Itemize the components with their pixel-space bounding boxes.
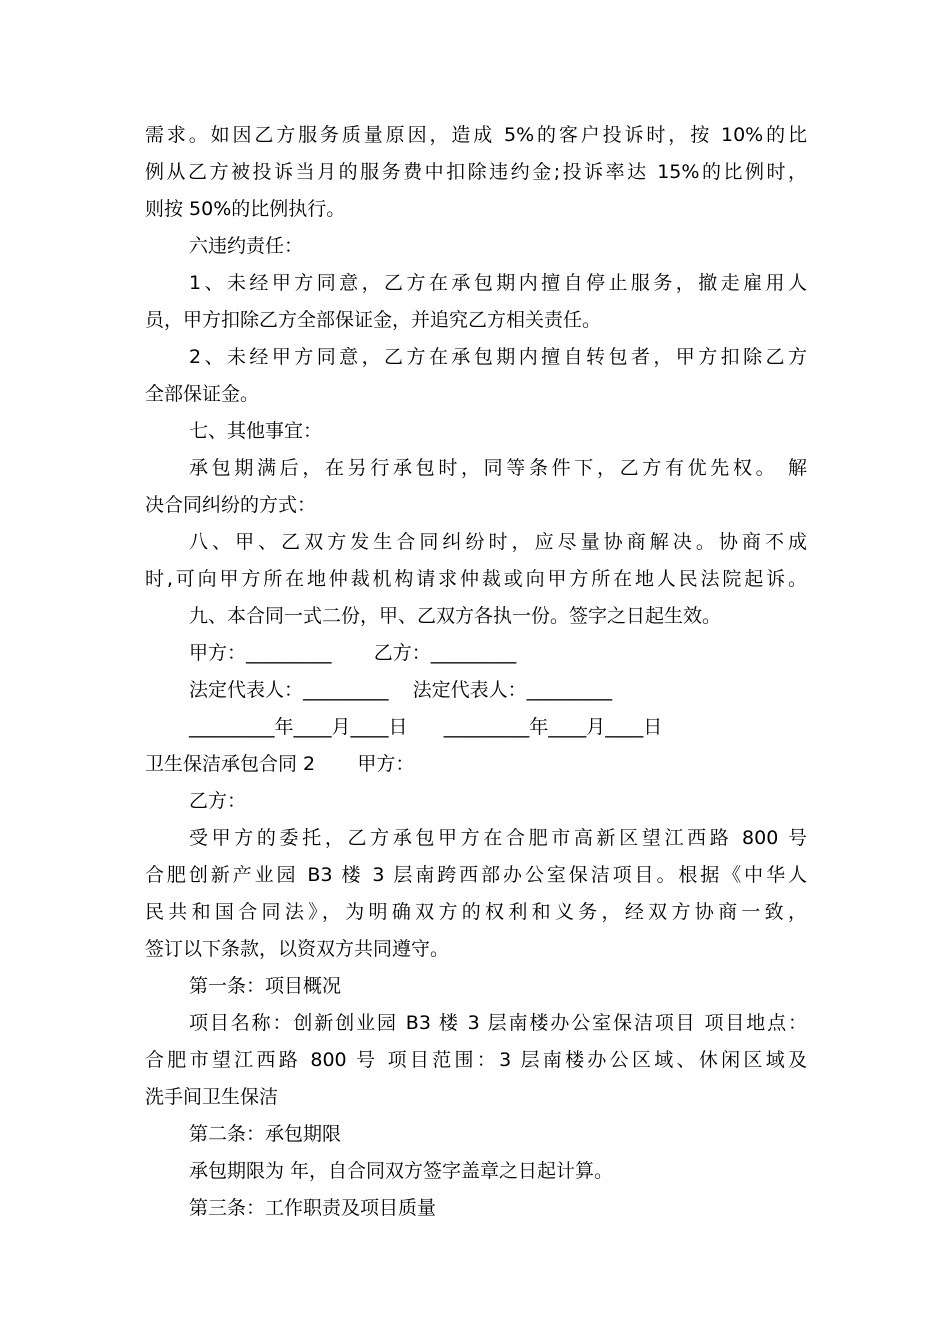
paragraph-line: 时,可向甲方所在地仲裁机构请求仲裁或向甲方所在地人民法院起诉。 (145, 568, 807, 590)
paragraph-line: 合肥市望江西路 800 号 项目范围：3 层南楼办公区域、休闲区域及 (145, 1049, 807, 1071)
paragraph-line: 承包期限为 年，自合同双方签字盖章之日起计算。 (189, 1160, 614, 1182)
article-heading: 第一条：项目概况 (189, 975, 342, 997)
paragraph-line: 民共和国合同法》，为明确双方的权利和义务，经双方协商一致， (145, 901, 807, 923)
paragraph-line: 全部保证金。 (145, 383, 260, 405)
paragraph-line: 1、未经甲方同意，乙方在承包期内擅自停止服务，撤走雇用人 (189, 272, 807, 294)
paragraph-line: 九、本合同一式二份，甲、乙双方各执一份。签字之日起生效。 (189, 605, 722, 627)
paragraph-line: 洗手间卫生保洁 (145, 1086, 279, 1108)
paragraph-line: 2、未经甲方同意，乙方在承包期内擅自转包者，甲方扣除乙方 (189, 346, 807, 368)
section-heading: 七、其他事宜： (189, 420, 323, 442)
article-heading: 第三条：工作职责及项目质量 (189, 1197, 437, 1219)
paragraph-line: 决合同纠纷的方式： (145, 494, 317, 516)
party-line: 乙方： (189, 790, 247, 812)
paragraph-line: 例从乙方被投诉当月的服务费中扣除违约金;投诉率达 15%的比例时， (145, 161, 807, 183)
paragraph-line: 合肥创新产业园 B3 楼 3 层南跨西部办公室保洁项目。根据《中华人 (145, 864, 807, 886)
signature-line: 法定代表人：_________ 法定代表人：_________ (189, 679, 613, 701)
paragraph-line: 承包期满后，在另行承包时，同等条件下，乙方有优先权。 解 (189, 457, 807, 479)
paragraph-line: 则按 50%的比例执行。 (145, 198, 346, 220)
signature-line: 甲方：_________ 乙方：_________ (189, 642, 517, 664)
section-heading: 六违约责任： (189, 235, 304, 257)
date-line: _________年____月____日 _________年____月____日 (189, 716, 663, 738)
paragraph-line: 需求。如因乙方服务质量原因，造成 5%的客户投诉时，按 10%的比 (145, 124, 807, 146)
contract-title-line: 卫生保洁承包合同 2 甲方： (145, 753, 415, 775)
paragraph-line: 受甲方的委托，乙方承包甲方在合肥市高新区望江西路 800 号 (189, 827, 807, 849)
paragraph-line: 八、甲、乙双方发生合同纠纷时，应尽量协商解决。协商不成 (189, 531, 807, 553)
paragraph-line: 项目名称：创新创业园 B3 楼 3 层南楼办公室保洁项目 项目地点： (189, 1012, 807, 1034)
paragraph-line: 签订以下条款，以资双方共同遵守。 (145, 938, 450, 960)
paragraph-line: 员，甲方扣除乙方全部保证金，并追究乙方相关责任。 (145, 309, 602, 331)
article-heading: 第二条：承包期限 (189, 1123, 342, 1145)
